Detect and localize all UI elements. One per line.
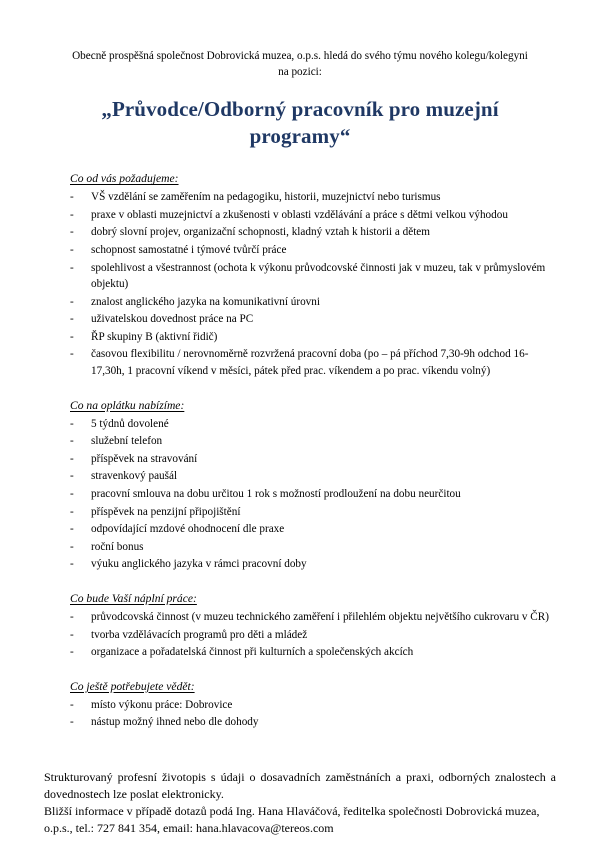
bullet-dash-icon: - — [70, 470, 74, 483]
list-item — [70, 311, 556, 328]
list-item — [70, 346, 556, 379]
bullet-dash-icon: - — [70, 226, 74, 239]
section-heading: Co od vás požadujeme: — [70, 172, 179, 186]
list-item-text: příspěvek na stravování — [91, 452, 198, 465]
list-item — [70, 714, 556, 731]
list-item-text: časovou flexibilitu / nerovnoměrně rozvržená pracovní doba (po – pá příchod 7,30-9h odchod 16-17,30h, 1 pracovní víkend v měsíci, pátek před prac. víkendem a po prac. víkendu volný) — [91, 348, 529, 378]
bullet-dash-icon: - — [70, 330, 74, 343]
benefits-list — [70, 416, 556, 573]
list-item — [70, 416, 556, 433]
list-item-text: ŘP skupiny B (aktivní řidič) — [91, 330, 218, 343]
list-item-text: znalost anglického jazyka na komunikativní úrovni — [91, 295, 320, 308]
list-item — [70, 260, 556, 293]
bullet-dash-icon: - — [70, 208, 74, 221]
section-heading: Co na oplátku nabízíme: — [70, 398, 185, 412]
section-heading: Co ještě potřebujete vědět: — [70, 679, 195, 693]
bullet-dash-icon: - — [70, 628, 74, 641]
bullet-dash-icon: - — [70, 610, 74, 623]
bullet-dash-icon: - — [70, 348, 74, 361]
list-item-text: nástup možný ihned nebo dle dohody — [91, 716, 259, 729]
list-item — [70, 609, 556, 626]
list-item — [70, 468, 556, 485]
list-item — [70, 556, 556, 573]
sections-container — [44, 171, 556, 731]
bullet-dash-icon: - — [70, 452, 74, 465]
list-item — [70, 697, 556, 714]
duties-list — [70, 609, 556, 661]
list-item — [70, 189, 556, 206]
bullet-dash-icon: - — [70, 417, 74, 430]
list-item-text: stravenkový paušál — [91, 470, 178, 483]
list-item-text: dobrý slovní projev, organizační schopnosti, kladný vztah k historii a dětem — [91, 226, 430, 239]
list-item-text: průvodcovská činnost (v muzeu technického zaměření i přilehlém objektu největšího cukrovaru v ČR) — [91, 610, 549, 623]
list-item-text: tvorba vzdělávacích programů pro děti a mládež — [91, 628, 308, 641]
list-item-text: schopnost samostatné i týmové tvůrčí práce — [91, 244, 287, 257]
list-item-text: organizace a pořadatelská činnost při kulturních a společenských akcích — [91, 646, 414, 659]
list-item — [70, 224, 556, 241]
list-item-text: pracovní smlouva na dobu určitou 1 rok s možností prodloužení na dobu neurčitou — [91, 488, 461, 501]
list-item — [70, 433, 556, 450]
page-title: „Průvodce/Odborný pracovník pro muzejní programy“ — [101, 97, 499, 149]
section-requirements — [44, 171, 556, 379]
list-item-text: odpovídající mzdové ohodnocení dle praxe — [91, 523, 285, 536]
list-item-text: uživatelskou dovednost práce na PC — [91, 313, 254, 326]
list-item-text: roční bonus — [91, 540, 144, 553]
list-item — [70, 451, 556, 468]
section-benefits — [44, 398, 556, 573]
list-item-text: příspěvek na penzijní připojištění — [91, 505, 241, 518]
list-item — [70, 329, 556, 346]
bullet-dash-icon: - — [70, 558, 74, 571]
additional-info-list — [70, 697, 556, 731]
bullet-dash-icon: - — [70, 435, 74, 448]
intro-paragraph: Obecně prospěšná společnost Dobrovická muzea, o.p.s. hledá do svého týmu nového kolegu/kolegyni na pozici: — [72, 50, 528, 79]
list-item-text: služební telefon — [91, 435, 163, 448]
list-item-text: 5 týdnů dovolené — [91, 417, 169, 430]
footer-paragraph-contact: Bližší informace v případě dotazů podá Ing. Hana Hlaváčová, ředitelka společnosti Dobrovická muzea, o.p.s., tel.: 727 841 354, email: hana.hlavacova@tereos.com — [44, 803, 540, 836]
list-item — [70, 486, 556, 503]
list-item-text: místo výkonu práce: Dobrovice — [91, 698, 233, 711]
bullet-dash-icon: - — [70, 295, 74, 308]
bullet-dash-icon: - — [70, 646, 74, 659]
bullet-dash-icon: - — [70, 540, 74, 553]
section-duties — [44, 591, 556, 661]
bullet-dash-icon: - — [70, 191, 74, 204]
footer-contact-block — [44, 769, 556, 837]
list-item — [70, 504, 556, 521]
section-additional-info — [44, 679, 556, 731]
list-item — [70, 294, 556, 311]
bullet-dash-icon: - — [70, 244, 74, 257]
requirements-list — [70, 189, 556, 379]
list-item-text: VŠ vzdělání se zaměřením na pedagogiku, historii, muzejnictví nebo turismus — [91, 191, 441, 204]
bullet-dash-icon: - — [70, 716, 74, 729]
list-item — [70, 627, 556, 644]
list-item — [70, 521, 556, 538]
list-item-text: spolehlivost a všestrannost (ochota k výkonu průvodcovské činnosti jak v muzeu, tak v průmyslovém objektu) — [91, 261, 546, 291]
footer-paragraph-application: Strukturovaný profesní životopis s údaji o dosavadních zaměstnáních a praxi, odborných znalostech a dovednostech lze poslat elektronicky. — [44, 769, 556, 801]
bullet-dash-icon: - — [70, 261, 74, 274]
section-heading: Co bude Vaší náplní práce: — [70, 591, 197, 605]
list-item — [70, 644, 556, 661]
bullet-dash-icon: - — [70, 698, 74, 711]
list-item — [70, 242, 556, 259]
list-item — [70, 207, 556, 224]
list-item — [70, 539, 556, 556]
list-item-text: praxe v oblasti muzejnictví a zkušenosti v oblasti vzdělávání a práce s dětmi velkou výhodou — [91, 208, 508, 221]
list-item-text: výuku anglického jazyka v rámci pracovní doby — [91, 558, 307, 571]
bullet-dash-icon: - — [70, 488, 74, 501]
bullet-dash-icon: - — [70, 313, 74, 326]
bullet-dash-icon: - — [70, 505, 74, 518]
bullet-dash-icon: - — [70, 523, 74, 536]
